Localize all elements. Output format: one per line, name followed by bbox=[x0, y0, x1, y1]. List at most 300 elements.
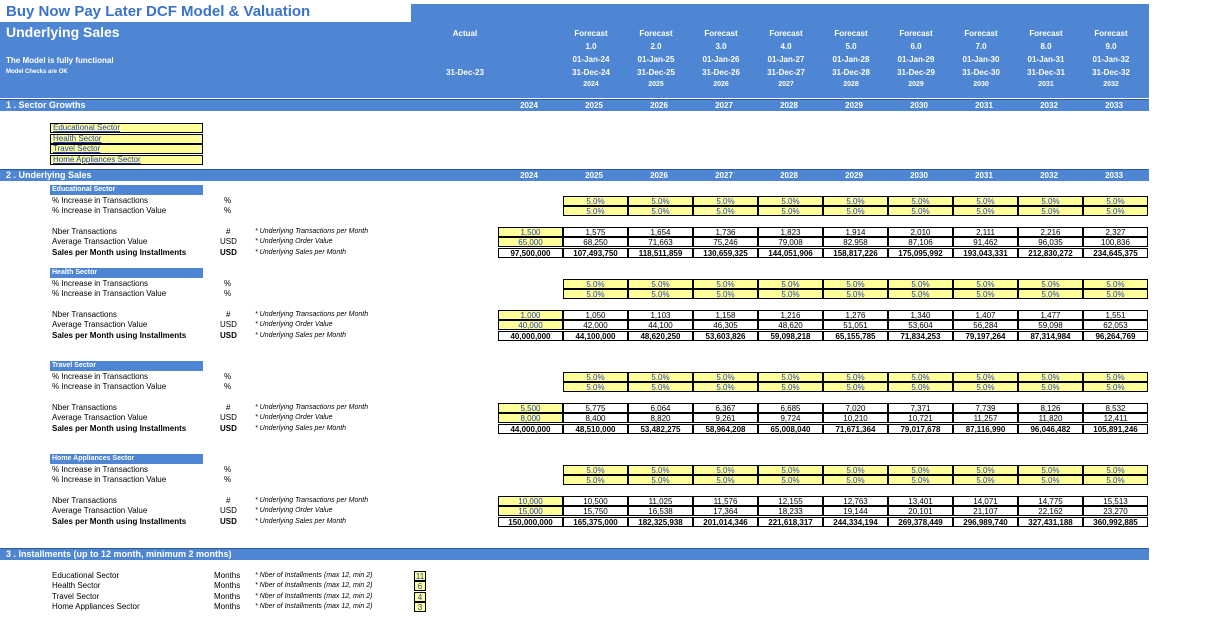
growth-input[interactable]: 5.0% bbox=[823, 475, 888, 485]
period-year: 2032 bbox=[1103, 81, 1119, 88]
atv-value: 79,008 bbox=[758, 237, 823, 247]
forecast-label: Forecast bbox=[574, 29, 608, 38]
tx-value: 1,276 bbox=[823, 310, 888, 320]
sales-value: 48,620,250 bbox=[628, 331, 693, 341]
sales-value: 105,891,246 bbox=[1083, 424, 1148, 434]
growth-input[interactable]: 5.0% bbox=[1083, 196, 1148, 206]
growth-input[interactable]: 5.0% bbox=[888, 196, 953, 206]
tx-value: 6,367 bbox=[693, 403, 758, 413]
sales-value: 150,000,000 bbox=[498, 517, 563, 527]
tx-value: 8,126 bbox=[1018, 403, 1083, 413]
atv-unit: USD bbox=[220, 506, 237, 515]
atv-value: 11,257 bbox=[953, 413, 1018, 423]
period-end-date: 31-Dec-25 bbox=[637, 68, 675, 77]
tx-value: 7,371 bbox=[888, 403, 953, 413]
tx-value: 1,050 bbox=[563, 310, 628, 320]
period-end-date: 31-Dec-27 bbox=[767, 68, 805, 77]
sales-value: 182,325,938 bbox=[628, 517, 693, 527]
growth-input[interactable]: 5.0% bbox=[693, 372, 758, 382]
atv-note: * Underlying Order Value bbox=[255, 507, 333, 514]
period-start-date: 01-Jan-31 bbox=[1027, 55, 1065, 64]
period-end-date: 31-Dec-32 bbox=[1092, 68, 1130, 77]
year-label: 2029 bbox=[845, 171, 863, 180]
growth-input[interactable]: 5.0% bbox=[953, 289, 1018, 299]
growth-input[interactable]: 5.0% bbox=[563, 372, 628, 382]
atv-value: 17,364 bbox=[693, 506, 758, 516]
sales-value: 79,197,264 bbox=[953, 331, 1018, 341]
growth-input[interactable]: 5.0% bbox=[758, 372, 823, 382]
installment-note: * Nber of Installments (max 12, min 2) bbox=[255, 602, 373, 610]
installment-sector-label: Health Sector bbox=[52, 581, 101, 591]
growth-input[interactable]: 5.0% bbox=[628, 289, 693, 299]
growth-unit: % bbox=[224, 289, 232, 298]
atv-unit: USD bbox=[220, 320, 237, 329]
sales-value: 165,375,000 bbox=[563, 517, 628, 527]
atv-value: 100,836 bbox=[1083, 237, 1148, 247]
section-title: 1 . Sector Growths bbox=[6, 100, 86, 110]
growth-input[interactable]: 5.0% bbox=[953, 206, 1018, 216]
growth-input[interactable]: 5.0% bbox=[953, 372, 1018, 382]
installment-sector-label: Home Appliances Sector bbox=[52, 601, 140, 611]
sales-value: 79,017,678 bbox=[888, 424, 953, 434]
tx-value: 1,551 bbox=[1083, 310, 1148, 320]
growth-input[interactable]: 5.0% bbox=[628, 279, 693, 289]
growth-input[interactable]: 5.0% bbox=[888, 475, 953, 485]
sales-value: 360,992,885 bbox=[1083, 517, 1148, 527]
year-label: 2027 bbox=[715, 101, 733, 110]
period-year: 2024 bbox=[583, 81, 599, 88]
growth-input[interactable]: 5.0% bbox=[823, 465, 888, 475]
year-label: 2033 bbox=[1105, 171, 1123, 180]
growth-input[interactable]: 5.0% bbox=[1083, 206, 1148, 216]
tx-value: 6,685 bbox=[758, 403, 823, 413]
growth-input[interactable]: 5.0% bbox=[888, 279, 953, 289]
growth-input[interactable]: 5.0% bbox=[693, 382, 758, 392]
forecast-period-number: 10.0 bbox=[1168, 42, 1184, 51]
sales-value: 269,378,449 bbox=[888, 517, 953, 527]
tx-value[interactable]: 1,000 bbox=[498, 310, 563, 320]
sales-value: 53,482,275 bbox=[628, 424, 693, 434]
sales-unit: USD bbox=[220, 248, 237, 257]
sales-label: Sales per Month using Installments bbox=[52, 248, 187, 257]
growth-unit: % bbox=[224, 465, 232, 474]
growth-input[interactable]: 5.0% bbox=[758, 289, 823, 299]
growth-input[interactable]: 5.0% bbox=[953, 465, 1018, 475]
tx-value: 12,155 bbox=[758, 496, 823, 506]
tx-value: 6,064 bbox=[628, 403, 693, 413]
growth-unit: % bbox=[224, 382, 232, 391]
growth-input[interactable]: 5.0% bbox=[628, 372, 693, 382]
forecast-label: Forecast bbox=[834, 29, 868, 38]
atv-value: 16,538 bbox=[628, 506, 693, 516]
tx-unit: # bbox=[226, 496, 231, 505]
tx-value[interactable]: 10,000 bbox=[498, 496, 563, 506]
year-label: 2024 bbox=[520, 101, 538, 110]
growth-input[interactable]: 5.0% bbox=[1018, 206, 1083, 216]
sales-value: 58,964,208 bbox=[693, 424, 758, 434]
installment-input[interactable]: 6 bbox=[414, 581, 426, 591]
growth-input[interactable]: 5.0% bbox=[1018, 289, 1083, 299]
tx-value: 14,775 bbox=[1018, 496, 1083, 506]
growth-unit: % bbox=[224, 279, 232, 288]
atv-value: 8,400 bbox=[563, 413, 628, 423]
growth-input[interactable]: 5.0% bbox=[628, 196, 693, 206]
growth-input[interactable]: 5.0% bbox=[823, 206, 888, 216]
growth-label: % Increase in Transactions bbox=[52, 196, 149, 205]
period-year: 2029 bbox=[908, 81, 924, 88]
tx-value: 8,532 bbox=[1083, 403, 1148, 413]
atv-value[interactable]: 65,000 bbox=[498, 237, 563, 247]
tx-value: 10,500 bbox=[563, 496, 628, 506]
atv-value: 68,250 bbox=[563, 237, 628, 247]
growth-input[interactable]: 5.0% bbox=[693, 465, 758, 475]
growth-input[interactable]: 5.0% bbox=[1018, 196, 1083, 206]
growth-input[interactable]: 5.0% bbox=[888, 372, 953, 382]
sales-value: 296,989,740 bbox=[953, 517, 1018, 527]
atv-value: 46,305 bbox=[693, 320, 758, 330]
growth-label: % Increase in Transactions bbox=[52, 465, 149, 474]
period-end-date: 31-Dec-30 bbox=[962, 68, 1000, 77]
atv-unit: USD bbox=[220, 237, 237, 246]
tx-value: 1,477 bbox=[1018, 310, 1083, 320]
growth-unit: % bbox=[224, 475, 232, 484]
period-year: 2028 bbox=[843, 81, 859, 88]
tx-value[interactable]: 5,500 bbox=[498, 403, 563, 413]
tx-value: 13,401 bbox=[888, 496, 953, 506]
atv-value: 9,724 bbox=[758, 413, 823, 423]
growth-input[interactable]: 5.0% bbox=[1018, 382, 1083, 392]
forecast-period-number: 6.0 bbox=[910, 42, 922, 51]
atv-label: Average Transaction Value bbox=[52, 506, 148, 515]
page-title: Underlying Sales bbox=[6, 24, 120, 40]
tx-unit: # bbox=[226, 403, 231, 412]
tx-value: 1,823 bbox=[758, 227, 823, 237]
atv-value: 9,261 bbox=[693, 413, 758, 423]
tx-value: 11,025 bbox=[628, 496, 693, 506]
growth-label: % Increase in Transaction Value bbox=[52, 475, 167, 484]
period-start-date: 01-Jan-27 bbox=[767, 55, 805, 64]
year-label: 2024 bbox=[520, 171, 538, 180]
growth-input[interactable]: 5.0% bbox=[693, 196, 758, 206]
tx-label: Nber Transactions bbox=[52, 403, 117, 412]
tx-value: 1,654 bbox=[628, 227, 693, 237]
installment-note: * Nber of Installments (max 12, min 2) bbox=[255, 572, 373, 579]
atv-unit: USD bbox=[220, 413, 237, 422]
growth-input[interactable]: 5.0% bbox=[1018, 372, 1083, 382]
growth-input[interactable]: 5.0% bbox=[1018, 475, 1083, 485]
sales-value: 96,046,482 bbox=[1018, 424, 1083, 434]
growth-label: % Increase in Transaction Value bbox=[52, 289, 167, 298]
growth-input[interactable]: 5.0% bbox=[563, 279, 628, 289]
atv-note: * Underlying Order Value bbox=[255, 414, 333, 421]
growth-input[interactable]: 5.0% bbox=[693, 279, 758, 289]
growth-input[interactable]: 5.0% bbox=[693, 289, 758, 299]
growth-input[interactable]: 5.0% bbox=[1083, 372, 1148, 382]
growth-input[interactable]: 5.0% bbox=[953, 196, 1018, 206]
period-end-date: 31-Dec-33 bbox=[1157, 68, 1195, 77]
sales-value: 234,645,375 bbox=[1083, 248, 1148, 258]
atv-value: 56,284 bbox=[953, 320, 1018, 330]
tx-value: 2,111 bbox=[953, 227, 1018, 237]
sales-note: * Underlying Sales per Month bbox=[255, 332, 347, 339]
year-label: 2026 bbox=[650, 171, 668, 180]
atv-value: 51,051 bbox=[823, 320, 888, 330]
tx-value[interactable]: 1,500 bbox=[498, 227, 563, 237]
actual-label: Actual bbox=[452, 29, 478, 38]
sector-subheader: Home Appliances Sector bbox=[50, 454, 203, 464]
sales-value: 221,618,317 bbox=[758, 517, 823, 527]
atv-label: Average Transaction Value bbox=[52, 237, 148, 246]
sales-value: 144,051,906 bbox=[758, 248, 823, 258]
atv-value: 19,144 bbox=[823, 506, 888, 516]
growth-input[interactable]: 5.0% bbox=[1018, 279, 1083, 289]
year-label: 2025 bbox=[585, 101, 603, 110]
year-label: 2028 bbox=[780, 101, 798, 110]
atv-value: 11,820 bbox=[1018, 413, 1083, 423]
period-start-date: 01-Jan-28 bbox=[832, 55, 870, 64]
sales-note: * Underlying Sales per Month bbox=[255, 249, 347, 256]
installment-input[interactable]: 4 bbox=[414, 592, 426, 602]
tx-value: 1,216 bbox=[758, 310, 823, 320]
sector-link[interactable]: Home Appliances Sector bbox=[50, 155, 203, 165]
tx-value: 2,010 bbox=[888, 227, 953, 237]
installment-input[interactable]: 11 bbox=[415, 572, 425, 581]
sales-value: 71,671,364 bbox=[823, 424, 888, 434]
period-start-date: 01-Jan-29 bbox=[897, 55, 935, 64]
growth-input[interactable]: 5.0% bbox=[823, 279, 888, 289]
growth-input[interactable]: 5.0% bbox=[758, 382, 823, 392]
forecast-period-number: 3.0 bbox=[715, 42, 727, 51]
forecast-label: Forecast bbox=[899, 29, 933, 38]
sector-link[interactable]: Educational Sector bbox=[50, 123, 203, 133]
year-label: 2025 bbox=[585, 171, 603, 180]
sales-value: 65,008,040 bbox=[758, 424, 823, 434]
atv-value: 91,462 bbox=[953, 237, 1018, 247]
tx-unit: # bbox=[226, 310, 231, 319]
atv-label: Average Transaction Value bbox=[52, 320, 148, 329]
growth-input[interactable]: 5.0% bbox=[628, 475, 693, 485]
growth-input[interactable]: 5.0% bbox=[693, 206, 758, 216]
growth-input[interactable]: 5.0% bbox=[563, 382, 628, 392]
tx-value: 7,020 bbox=[823, 403, 888, 413]
growth-input[interactable]: 5.0% bbox=[563, 196, 628, 206]
atv-value: 8,820 bbox=[628, 413, 693, 423]
tx-value: 1,103 bbox=[628, 310, 693, 320]
growth-input[interactable]: 5.0% bbox=[823, 382, 888, 392]
tx-value: 1,340 bbox=[888, 310, 953, 320]
growth-input[interactable]: 5.0% bbox=[1018, 465, 1083, 475]
sales-value: 40,000,000 bbox=[498, 331, 563, 341]
growth-input[interactable]: 5.0% bbox=[563, 465, 628, 475]
growth-input[interactable]: 5.0% bbox=[758, 279, 823, 289]
tx-note: * Underlying Transactions per Month bbox=[255, 404, 369, 411]
period-start-date: 01-Jan-33 bbox=[1157, 55, 1195, 64]
growth-input[interactable]: 5.0% bbox=[563, 206, 628, 216]
section-underlying-sales bbox=[0, 169, 1149, 181]
section-title: 3 . Installments (up to 12 month, minimum 2 months) bbox=[6, 549, 232, 559]
atv-value: 48,620 bbox=[758, 320, 823, 330]
growth-input[interactable]: 5.0% bbox=[1083, 465, 1148, 475]
period-end-date: 31-Dec-29 bbox=[897, 68, 935, 77]
atv-note: * Underlying Order Value bbox=[255, 321, 333, 328]
sales-value: 327,431,188 bbox=[1018, 517, 1083, 527]
growth-input[interactable]: 5.0% bbox=[758, 475, 823, 485]
atv-value[interactable]: 15,000 bbox=[498, 506, 563, 516]
forecast-period-number: 8.0 bbox=[1040, 42, 1052, 51]
growth-input[interactable]: 5.0% bbox=[1083, 289, 1148, 299]
growth-input[interactable]: 5.0% bbox=[563, 289, 628, 299]
growth-input[interactable]: 5.0% bbox=[1083, 475, 1148, 485]
tx-value: 1,914 bbox=[823, 227, 888, 237]
sector-subheader: Travel Sector bbox=[50, 361, 203, 371]
sales-value: 212,830,272 bbox=[1018, 248, 1083, 258]
year-label: 2033 bbox=[1105, 101, 1123, 110]
atv-value[interactable]: 40,000 bbox=[498, 320, 563, 330]
sales-value: 53,603,826 bbox=[693, 331, 758, 341]
year-label: 2026 bbox=[650, 101, 668, 110]
tx-value: 14,071 bbox=[953, 496, 1018, 506]
sales-label: Sales per Month using Installments bbox=[52, 517, 187, 526]
section-sector-growths bbox=[0, 99, 1149, 111]
sales-value: 44,000,000 bbox=[498, 424, 563, 434]
growth-input[interactable]: 5.0% bbox=[628, 382, 693, 392]
tx-note: * Underlying Transactions per Month bbox=[255, 497, 369, 504]
sales-value: 158,817,226 bbox=[823, 248, 888, 258]
atv-value: 42,000 bbox=[563, 320, 628, 330]
sales-value: 44,100,000 bbox=[563, 331, 628, 341]
atv-value: 23,270 bbox=[1083, 506, 1148, 516]
period-year: 2033 bbox=[1168, 81, 1184, 88]
sales-label: Sales per Month using Installments bbox=[52, 424, 187, 433]
tx-label: Nber Transactions bbox=[52, 496, 117, 505]
growth-input[interactable]: 5.0% bbox=[888, 382, 953, 392]
atv-value: 22,162 bbox=[1018, 506, 1083, 516]
tx-value: 2,327 bbox=[1083, 227, 1148, 237]
growth-input[interactable]: 5.0% bbox=[888, 206, 953, 216]
installment-unit: Months bbox=[214, 601, 241, 611]
atv-label: Average Transaction Value bbox=[52, 413, 148, 422]
tx-unit: # bbox=[226, 227, 231, 236]
period-start-date: 01-Jan-30 bbox=[962, 55, 1000, 64]
growth-input[interactable]: 5.0% bbox=[888, 465, 953, 475]
atv-value: 75,246 bbox=[693, 237, 758, 247]
growth-input[interactable]: 5.0% bbox=[1083, 382, 1148, 392]
sales-value: 59,098,218 bbox=[758, 331, 823, 341]
section-installments bbox=[0, 548, 1149, 560]
installment-unit: Months bbox=[214, 581, 241, 591]
growth-input[interactable]: 5.0% bbox=[758, 465, 823, 475]
tx-label: Nber Transactions bbox=[52, 227, 117, 236]
installment-sector-label: Educational Sector bbox=[52, 571, 120, 580]
growth-input[interactable]: 5.0% bbox=[758, 196, 823, 206]
tx-label: Nber Transactions bbox=[52, 310, 117, 319]
sales-value: 87,314,984 bbox=[1018, 331, 1083, 341]
sales-value: 193,043,331 bbox=[953, 248, 1018, 258]
year-label: 2032 bbox=[1040, 101, 1058, 110]
sector-link[interactable]: Health Sector bbox=[50, 134, 203, 144]
growth-label: % Increase in Transactions bbox=[52, 372, 149, 381]
functional-status: The Model is fully functional bbox=[6, 56, 114, 65]
growth-unit: % bbox=[224, 206, 232, 215]
forecast-label: Forecast bbox=[1029, 29, 1063, 38]
sales-value: 130,659,325 bbox=[693, 248, 758, 258]
period-end-date: 31-Dec-31 bbox=[1027, 68, 1065, 77]
tx-value: 1,575 bbox=[563, 227, 628, 237]
period-year: 2027 bbox=[778, 81, 794, 88]
growth-input[interactable]: 5.0% bbox=[888, 289, 953, 299]
year-label: 2031 bbox=[975, 101, 993, 110]
model-title: Buy Now Pay Later DCF Model & Valuation bbox=[6, 3, 311, 20]
growth-input[interactable]: 5.0% bbox=[693, 475, 758, 485]
sales-unit: USD bbox=[220, 424, 237, 433]
atv-value[interactable]: 8,000 bbox=[498, 413, 563, 423]
tx-value: 1,736 bbox=[693, 227, 758, 237]
atv-value: 62,053 bbox=[1083, 320, 1148, 330]
growth-input[interactable]: 5.0% bbox=[628, 206, 693, 216]
tx-value: 1,407 bbox=[953, 310, 1018, 320]
growth-label: % Increase in Transaction Value bbox=[52, 382, 167, 391]
growth-input[interactable]: 5.0% bbox=[953, 475, 1018, 485]
period-start-date: 01-Jan-26 bbox=[702, 55, 740, 64]
growth-input[interactable]: 5.0% bbox=[953, 279, 1018, 289]
period-year: 2031 bbox=[1038, 81, 1054, 88]
growth-input[interactable]: 5.0% bbox=[563, 475, 628, 485]
sector-link[interactable]: Travel Sector bbox=[50, 144, 203, 154]
period-end-date: 31-Dec-28 bbox=[832, 68, 870, 77]
sales-value: 107,493,750 bbox=[563, 248, 628, 258]
tx-value: 1,158 bbox=[693, 310, 758, 320]
growth-input[interactable]: 5.0% bbox=[953, 382, 1018, 392]
growth-input[interactable]: 5.0% bbox=[823, 372, 888, 382]
atv-value: 59,098 bbox=[1018, 320, 1083, 330]
atv-value: 71,663 bbox=[628, 237, 693, 247]
growth-input[interactable]: 5.0% bbox=[823, 196, 888, 206]
atv-value: 96,035 bbox=[1018, 237, 1083, 247]
sector-subheader: Health Sector bbox=[50, 268, 203, 278]
atv-value: 18,233 bbox=[758, 506, 823, 516]
forecast-label: Forecast bbox=[769, 29, 803, 38]
growth-input[interactable]: 5.0% bbox=[823, 289, 888, 299]
year-label: 2028 bbox=[780, 171, 798, 180]
installment-note: * Nber of Installments (max 12, min 2) bbox=[255, 592, 373, 600]
atv-value: 53,604 bbox=[888, 320, 953, 330]
period-year: 2030 bbox=[973, 81, 989, 88]
actual-date: 31-Dec-23 bbox=[446, 68, 484, 77]
tx-value: 2,216 bbox=[1018, 227, 1083, 237]
atv-value: 21,107 bbox=[953, 506, 1018, 516]
tx-value: 5,775 bbox=[563, 403, 628, 413]
forecast-period-number: 9.0 bbox=[1105, 42, 1117, 51]
year-label: 2031 bbox=[975, 171, 993, 180]
installment-input[interactable]: 3 bbox=[414, 602, 426, 612]
sector-subheader: Educational Sector bbox=[50, 185, 203, 195]
sales-label: Sales per Month using Installments bbox=[52, 331, 187, 340]
sales-unit: USD bbox=[220, 517, 237, 526]
tx-value: 15,513 bbox=[1083, 496, 1148, 506]
forecast-label: Forecast bbox=[1094, 29, 1128, 38]
atv-value: 15,750 bbox=[563, 506, 628, 516]
forecast-label: Forecast bbox=[964, 29, 998, 38]
period-start-date: 01-Jan-24 bbox=[572, 55, 610, 64]
growth-unit: % bbox=[224, 196, 232, 205]
growth-input[interactable]: 5.0% bbox=[758, 206, 823, 216]
growth-input[interactable]: 5.0% bbox=[1083, 279, 1148, 289]
atv-value: 10,721 bbox=[888, 413, 953, 423]
year-label: 2029 bbox=[845, 101, 863, 110]
forecast-period-number: 5.0 bbox=[845, 42, 857, 51]
growth-input[interactable]: 5.0% bbox=[628, 465, 693, 475]
sales-value: 244,334,194 bbox=[823, 517, 888, 527]
